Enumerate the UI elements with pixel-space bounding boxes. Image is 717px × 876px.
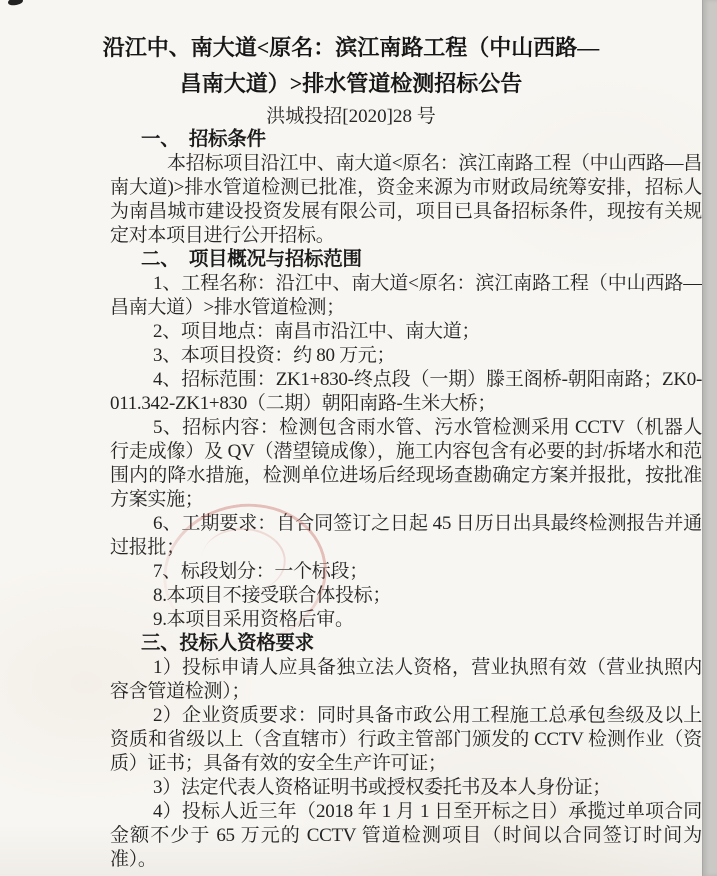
section-3 [110, 632, 702, 872]
section-heading: 一、 招标条件 [141, 129, 266, 150]
paragraph: 4、招标范围：ZK1+830-终点段（一期）滕王阁桥-朝阳南路；ZK0-011.342-ZK1+830（二期）朝阳南路-生米大桥； [110, 369, 702, 414]
scan-right-edge [702, 0, 717, 876]
paragraph: 7、标段划分：一个标段； [153, 561, 368, 582]
paragraph: 3、本项目投资：约 80 万元； [153, 345, 396, 366]
document-number: 洪城投招[2020]28 号 [266, 106, 436, 127]
paragraph: 2、项目地点：南昌市沿江中、南大道； [153, 321, 481, 342]
document-title [0, 30, 702, 102]
title-line-2: 昌南大道）>排水管道检测招标公告 [179, 71, 523, 96]
section-heading: 三、投标人资格要求 [141, 633, 314, 654]
title-line-1: 沿江中、南大道<原名：滨江南路工程（中山西路— [102, 35, 600, 60]
paragraph: 2）企业资质要求：同时具备市政公用工程施工总承包叁级及以上资质和省级以上（含直辖市）行政主管部门颁发的 CCTV 检测作业（资质）证书；具备有效的安全生产许可证； [110, 705, 702, 774]
paragraph: 1、工程名称：沿江中、南大道<原名：滨江南路工程（中山西路—昌南大道）>排水管道检测； [110, 273, 702, 318]
paragraph: 1）投标申请人应具备独立法人资格，营业执照有效（营业执照内容含管道检测）； [110, 657, 702, 702]
section-1 [110, 128, 702, 248]
paragraph: 8.本项目不接受联合体投标； [153, 585, 392, 606]
paragraph: 4）投标人近三年（2018 年 1 月 1 日至开标之日）承揽过单项合同金额不少于 65 万元的 CCTV 管道检测项目（时间以合同签订时间为准）。 [110, 801, 702, 870]
paragraph: 5、招标内容：检测包含雨水管、污水管检测采用 CCTV（机器人行走成像）及 QV（潜望镜成像），施工内容包含有必要的封/拆堵水和范围内的降水措施，检测单位进场后经现场查勘确定方案并报批，按批准方案实施； [110, 417, 702, 510]
scan-artifact-mark [8, 0, 24, 6]
paragraph: 9.本项目采用资格后审。 [153, 609, 354, 630]
paragraph: 本招标项目沿江中、南大道<原名：滨江南路工程（中山西路—昌南大道)>排水管道检测已批准，资金来源为市财政局统筹安排，招标人为南昌城市建设投资发展有限公司，项目已具备招标条件，现按有关规定对本项目进行公开招标。 [110, 153, 702, 246]
document-body [110, 128, 702, 872]
section-2 [110, 248, 702, 632]
document-header [0, 30, 702, 130]
paragraph: 6、工期要求：自合同签订之日起 45 日历日出具最终检测报告并通过报批； [110, 513, 702, 558]
paragraph: 3）法定代表人资格证明书或授权委托书及本人身份证； [153, 777, 612, 798]
section-heading: 二、 项目概况与招标范围 [141, 249, 362, 270]
